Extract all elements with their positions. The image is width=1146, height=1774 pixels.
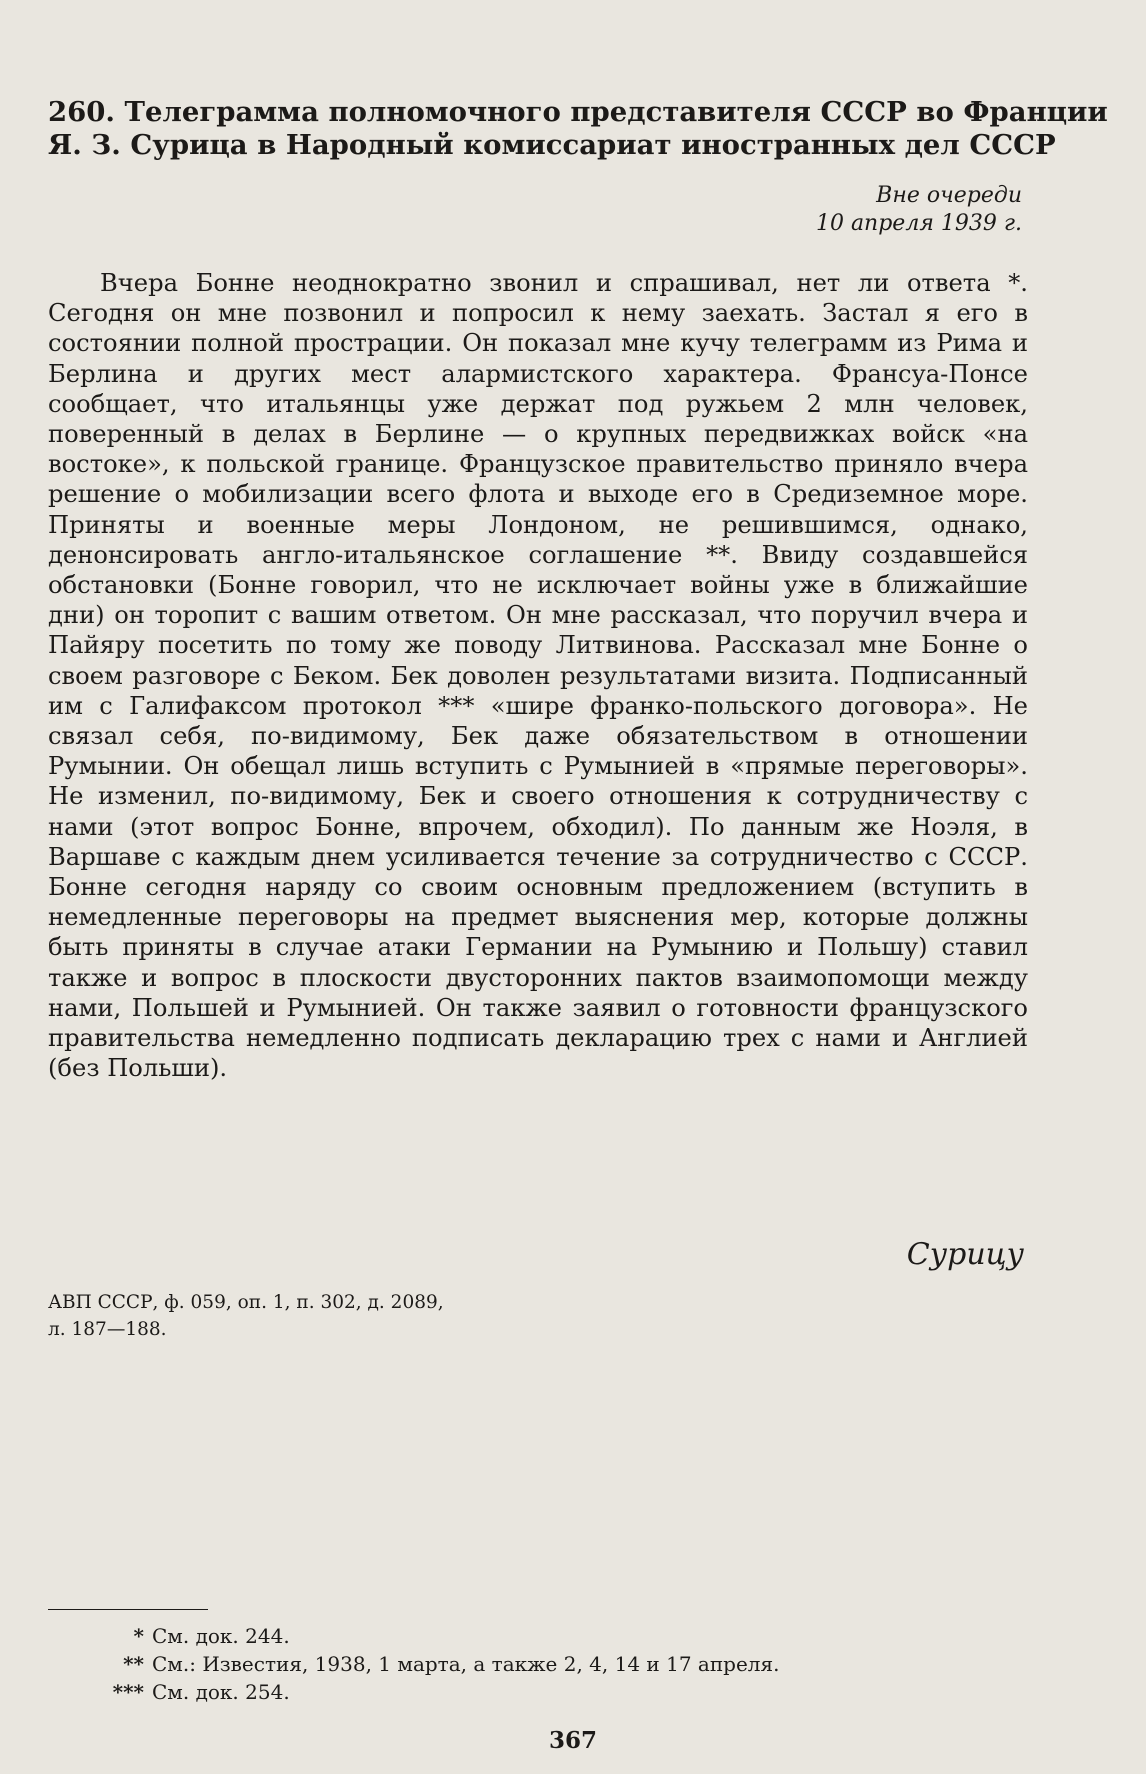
page-number: 367: [548, 1727, 597, 1754]
footnote: [48, 1622, 779, 1650]
footnote-mark: *: [133, 1624, 144, 1648]
footnote-mark: ***: [112, 1680, 144, 1704]
archive-line-2: л. 187—188.: [48, 1319, 167, 1340]
footnote-text: См. док. 244.: [152, 1624, 290, 1648]
footnotes: [48, 1622, 779, 1706]
footnote-text: См.: Известия, 1938, 1 марта, а также 2, 4, 14 и 17 апреля.: [152, 1652, 780, 1676]
signature: Сурицу: [906, 1237, 1024, 1272]
heading-line-2: Я. З. Сурица в Народный комиссариат иностранных дел СССР: [48, 129, 1056, 161]
archive-reference: [48, 1289, 444, 1343]
footnote-mark: **: [123, 1652, 144, 1676]
body-paragraph: Вчера Бонне неоднократно звонил и спрашивал, нет ли ответа *. Сегодня он мне позвонил и попросил к нему заехать. Застал я его в состоянии полной прострации. Он показал мне кучу телеграмм из Рима и Берлина и других мест алармистского характера. Франсуа-Понсе сообщает, что итальянцы уже держат под ружьем 2 млн человек, поверенный в делах в Берлине — о крупных передвижках войск «на востоке», к польской границе. Французское правительство приняло вчера решение о мобилизации всего флота и выходе его в Средиземное море. Приняты и военные меры Лондоном, не решившимся, однако, денонсировать англо-итальянское соглашение **. Ввиду создавшейся обстановки (Бонне говорил, что не исключает войны уже в ближайшие дни) он торопит с вашим ответом. Он мне рассказал, что поручил вчера и Пайяру посетить по тому же поводу Литвинова. Рассказал мне Бонне о своем разговоре с Беком. Бек доволен результатами визита. Подписанный им с Галифаксом протокол *** «шире франко-польского договора». Не связал себя, по-видимому, Бек даже обязательством в отношении Румынии. Он обещал лишь вступить с Румынией в «прямые переговоры». Не изменил, по-видимому, Бек и своего отношения к сотрудничеству с нами (этот вопрос Бонне, впрочем, обходил). По данным же Ноэля, в Варшаве с каждым днем усиливается течение за сотрудничество с СССР. Бонне сегодня наряду со своим основным предложением (вступить в немедленные переговоры на предмет выяснения мер, которые должны быть приняты в случае атаки Германии на Румынию и Польшу) ставил также и вопрос в плоскости двусторонних пактов взаимопомощи между нами, Польшей и Румынией. Он также заявил о готовности французского правительства немедленно подписать декларацию трех с нами и Англией (без Польши).: [48, 269, 1028, 1083]
footnote-text: См. док. 254.: [152, 1680, 290, 1704]
telegram-date: 10 апреля 1939 г.: [815, 211, 1022, 236]
urgency-note: Вне очереди: [876, 183, 1022, 208]
footnote-divider: [48, 1609, 208, 1610]
heading-line-1: 260. Телеграмма полномочного представителя СССР во Франции: [48, 96, 1108, 128]
document-heading: [48, 96, 1108, 162]
footnote: [48, 1650, 779, 1678]
telegram-body: [48, 268, 1028, 1083]
archive-line-1: АВП СССР, ф. 059, оп. 1, п. 302, д. 2089,: [48, 1292, 444, 1313]
telegram-meta: [816, 182, 1022, 238]
footnote: [48, 1678, 779, 1706]
